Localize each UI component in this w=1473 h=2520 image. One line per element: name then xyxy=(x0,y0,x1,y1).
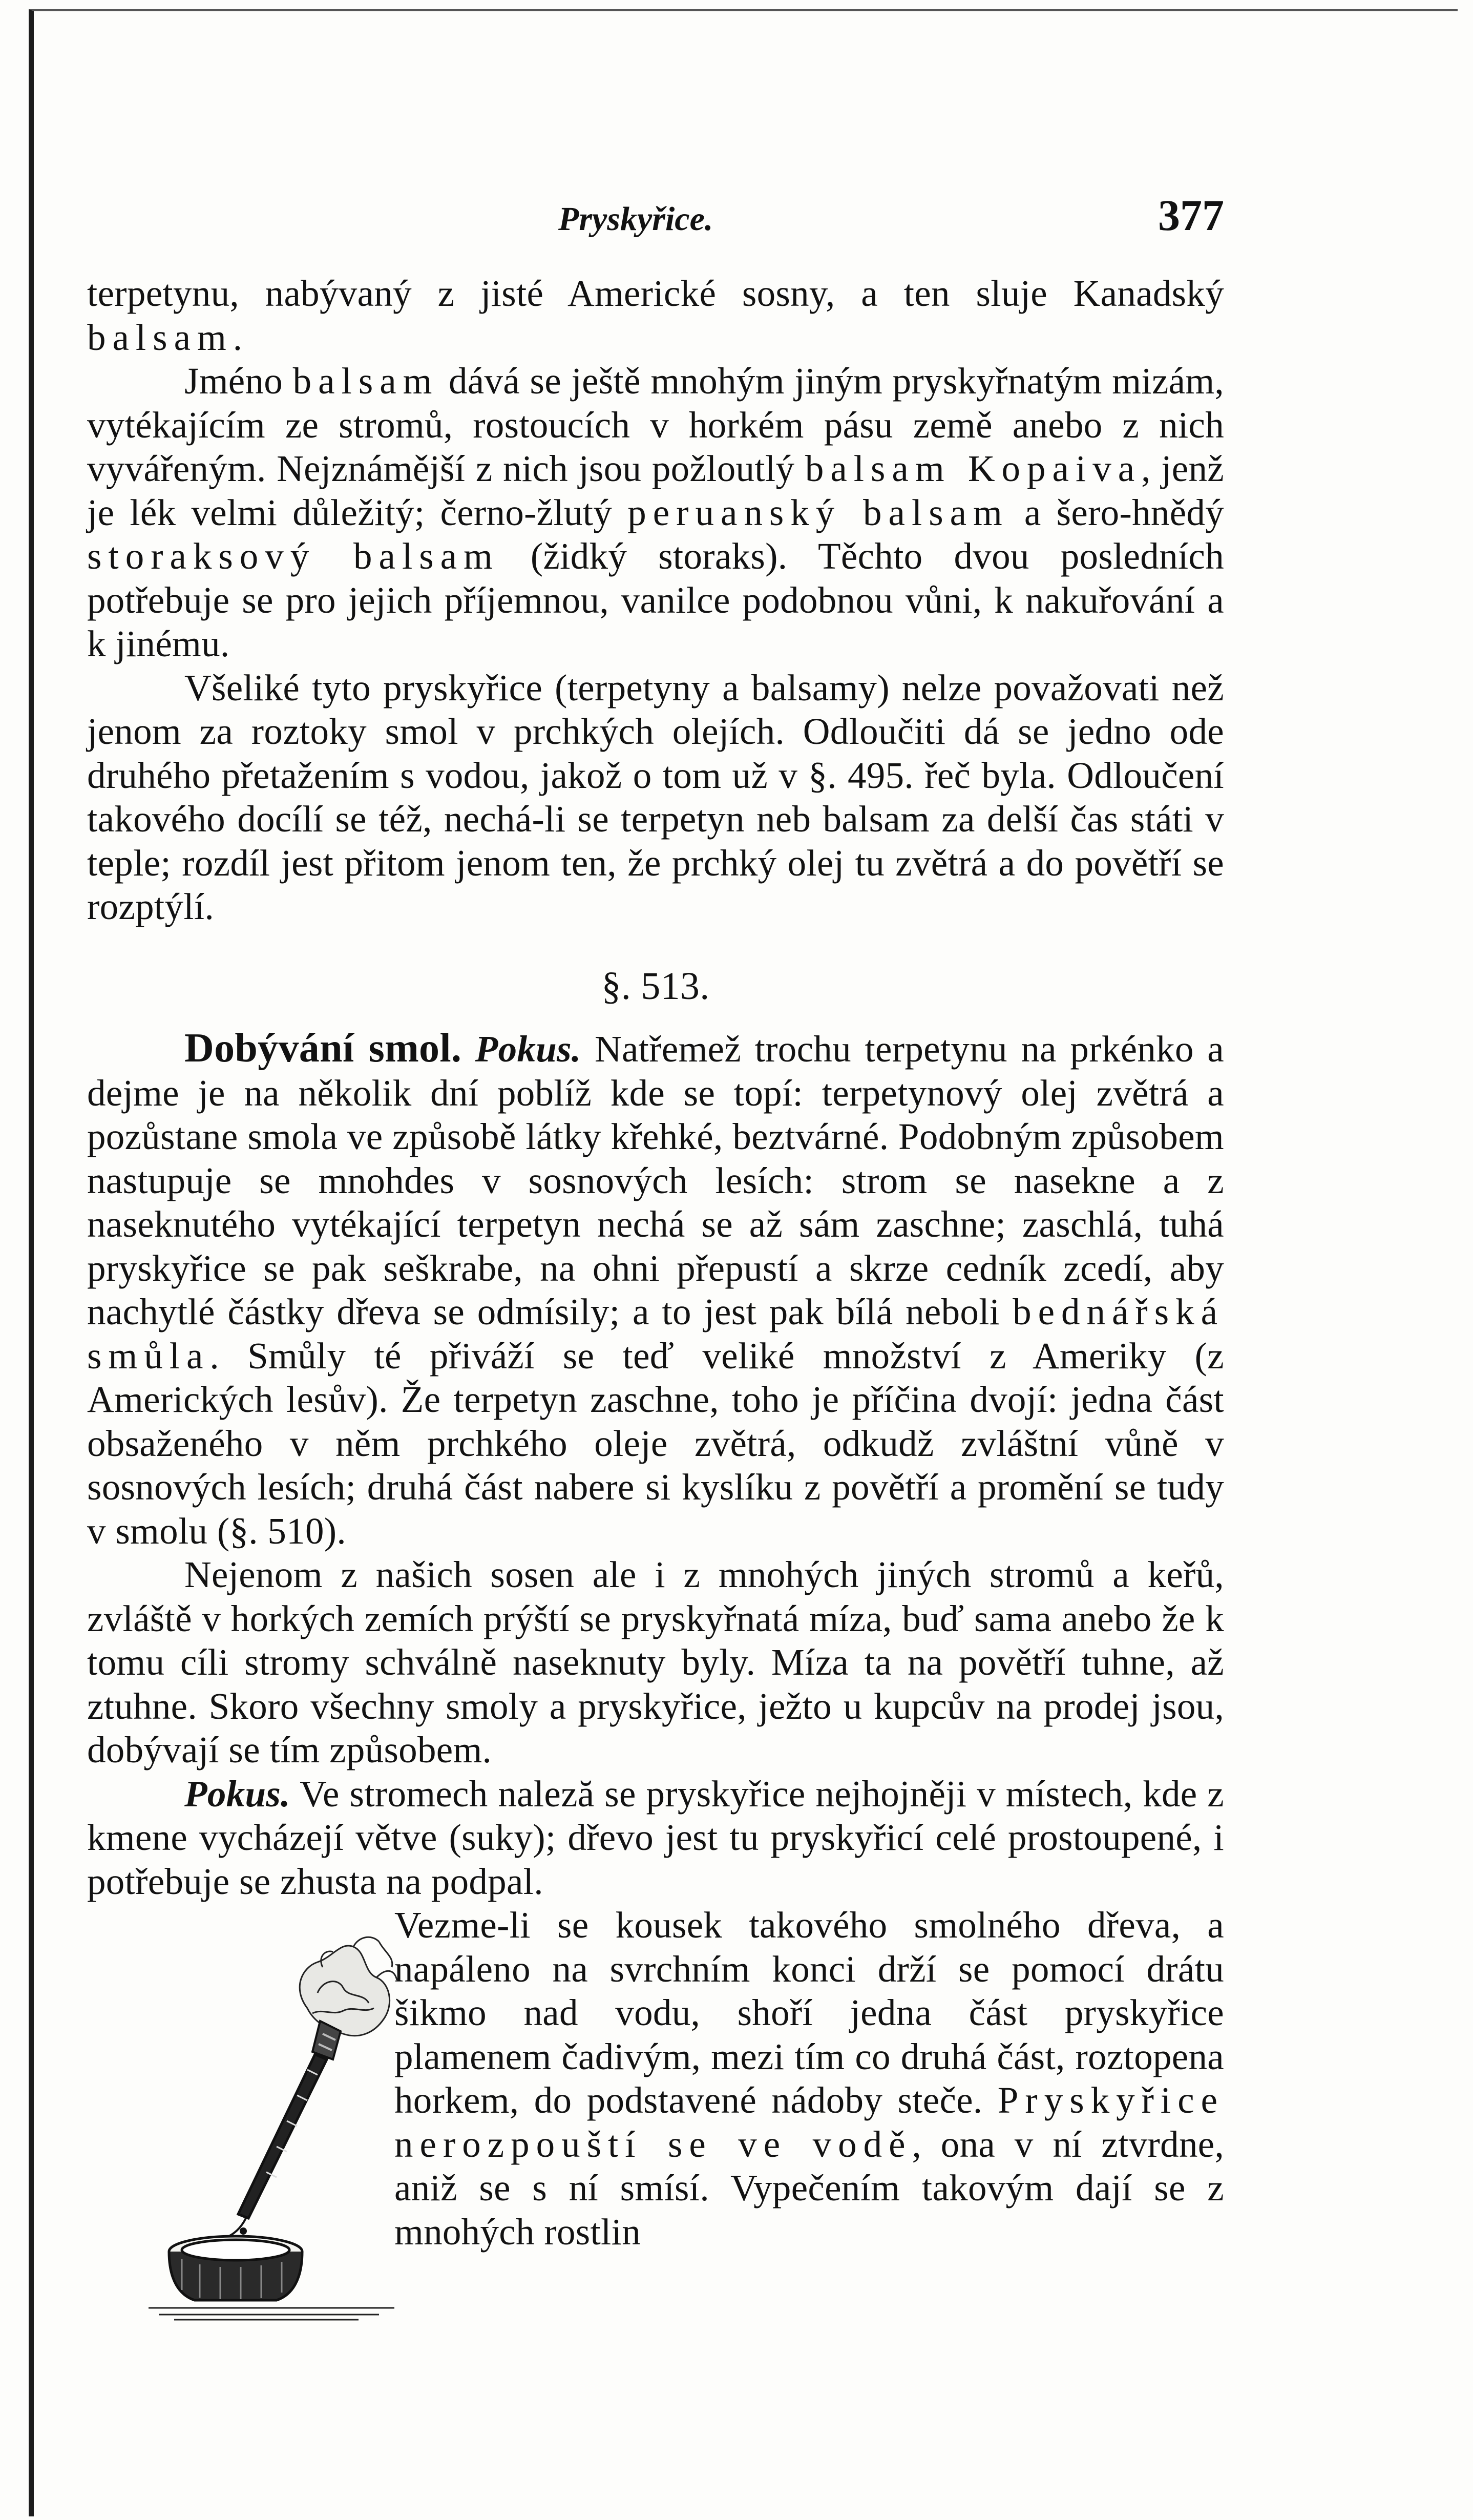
paragraph-3: Všeliké tyto pryskyřice (terpetyny a balsamy) nelze považovati než jenom za roztoky smol v prchkých olejích. Odloučiti dá se jedno ode druhého přetažením s vodou, jakož o tom už v §. 495. řeč byla. Odloučení takového docílí se též, nechá-li se terpetyn neb balsam za delší čas státi v teple; rozdíl jest přitom jenom ten, že prchký olej tu zvětrá a do povětří se rozptýlí. xyxy=(87,667,1224,927)
text-run: a šero-hnědý xyxy=(1008,491,1224,533)
text-run: , ona v ní ztvrdne, aniž se s ní smísí. Vypečením takovým dají se z mnohých rostlin xyxy=(394,2123,1224,2253)
section-number: §. 513. xyxy=(601,964,710,1008)
paragraph-1 xyxy=(87,272,1224,359)
text-run: terpetynu, nabývaný z jisté Americké sosny, a ten sluje Kanadský xyxy=(87,273,1224,314)
text-run: . Smůly té přiváží se teď veliké množství z Ameriky (z Amerických lesův). Že terpetyn zaschne, toho je příčina dvojí: jedna část obsaženého v něm prchkého oleje zvětrá, odkudž zvláštní vůně v sosnových lesích; druhá část nabere si kyslíku z povětří a promění se tudy v smolu (§. 510). xyxy=(87,1335,1224,1552)
paragraph-7 xyxy=(394,1903,1224,2254)
running-head: Pryskyřice. xyxy=(558,200,713,238)
text-run: Vezme-li se kousek takového smolného dřeva, a napáleno na svrchním konci drží se pomocí drátu šikmo nad vodu, shoří jedna část pryskyřice plamenem čadivým, mezi tím co druhá část, roztopena horkem, do podstavené nádoby steče. xyxy=(394,1904,1224,2121)
spaced-term: storaksový balsam xyxy=(87,535,499,577)
spaced-term: balsam xyxy=(292,360,439,402)
spaced-term: peruanský balsam xyxy=(627,491,1009,533)
spaced-term: Pryskyřice nerozpouští se ve vodě xyxy=(394,2079,1224,2165)
text-run: (židký storaks). Těchto dvou posledních potřebuje se pro jejich příjemnou, vanilce podobnou vůni, k nakuřování a k jinému. xyxy=(87,535,1224,664)
page-header xyxy=(87,190,1224,246)
resin-drop xyxy=(240,2227,247,2235)
section-heading: Dobývání smol. xyxy=(184,1026,462,1071)
wooden-stick xyxy=(238,2054,327,2218)
experiment-label: Pokus. xyxy=(475,1028,581,1070)
resin-wood-illustration xyxy=(138,1931,415,2321)
spaced-term: bednářská smůla xyxy=(87,1291,1224,1377)
text-run: , jenž je lék velmi důležitý; černo-žlutý xyxy=(87,448,1224,533)
text-run: Ve stromech naleză se pryskyřice nejhojněji v místech, kde z kmene vycházejí větve (suky); dřevo jest tu pryskyřicí celé prostoupené, i potřebuje se zhusta na podpal. xyxy=(87,1773,1224,1902)
spaced-term: balsam Kopaiva xyxy=(805,448,1142,489)
paragraph-4 xyxy=(87,1027,1224,1553)
page-number: 377 xyxy=(1158,191,1224,240)
text-run: dává se ještě mnohým jiným pryskyřnatým mizám, vytékajícím ze stromů, rostoucích v horkém pásu země anebo z nich vyvářeným. Nejznámější z nich jsou požloutlý xyxy=(87,360,1224,489)
pot xyxy=(169,2236,302,2300)
text-run: Natřemež trochu terpetynu na prkénko a dejme je na několik dní poblíž kde se topí: terpetynový olej zvětrá a pozůstane smola ve způsobě látky křehké, beztvárné. Podobným způsobem nastupuje se mnohdes v sosnových lesích: strom se nasekne a z naseknutého vytékající terpetyn nechá se až sám zaschne; zaschlá, tuhá pryskyřice se pak seškrabe, na ohni přepustí a skrze cedník zcedí, aby nachytlé částky dřeva se odmísily; a to jest pak bílá neboli xyxy=(87,1028,1224,1332)
smoke-plume xyxy=(300,1937,397,2035)
text-run: Jméno xyxy=(184,360,293,402)
text-run: . xyxy=(233,316,243,358)
paragraph-6 xyxy=(87,1772,1224,1904)
paragraph-2 xyxy=(87,359,1224,666)
ground-hatching xyxy=(149,2308,394,2320)
torch-and-pot-drawing xyxy=(138,1931,415,2321)
spaced-term: balsam xyxy=(87,316,233,358)
experiment-label: Pokus. xyxy=(184,1773,290,1815)
paragraph-5: Nejenom z našich sosen ale i z mnohých jiných stromů a keřů, zvláště v horkých zemích prýští se pryskyřnatá míza, buď sama anebo že k tomu cíli stromy schválně naseknuty byly. Míza ta na povětří tuhne, až ztuhne. Skoro všechny smoly a pryskyřice, ježto u kupcův na prodej jsou, dobývají se tím způsobem. xyxy=(87,1554,1224,1771)
